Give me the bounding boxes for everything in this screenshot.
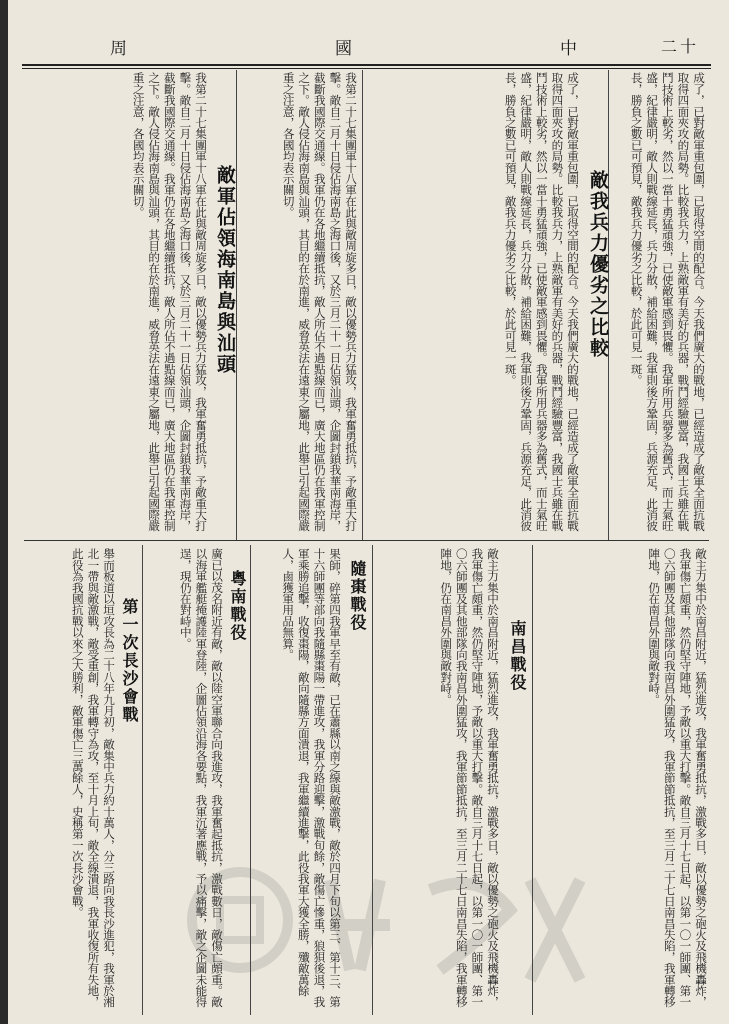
column-divider [250, 545, 251, 1015]
journal-title [110, 34, 579, 59]
title-char: 國 [335, 39, 354, 59]
article-body-continued: 成了，已對敵軍重包圍，已取得空間的配合。今天我們廣大的戰地，已經造成了敵軍全面抗戰取得四面夾攻的局勢。比較我兵力，上熟敵軍有美好的兵器，戰鬥經驗豐富，我國士兵雖在戰鬥技術上較劣，然以一當十勇猛頑強，已使敵軍感到畏懼。我軍所用兵器多為舊式，而士氣旺盛，紀律嚴明，敵人則戰線延長，兵力分散，補給困難，我軍則後方鞏固，兵源充足，此消彼長，勝負之數已可預見，敵我兵力優劣之比較，於此可見一斑。 [503, 72, 580, 532]
article-heading: 敵軍佔領海南島與汕頭 [214, 165, 236, 375]
article-body: 廣已以茂名附近有敵，敵以陸空軍聯合向我進攻，我軍奮起抵抗，激戰數日，敵傷亡頗重。敵以海軍艦艇掩護陸軍登陸，企圖佔領沿海各要點，我軍沉著應戰，予以痛擊，敵之企圖未能得逞，現仍在對峙中。 [178, 548, 224, 1008]
column-divider [142, 545, 143, 1015]
article-body: 成了，已對敵軍重包圍，已取得空間的配合。今天我們廣大的戰地，已經造成了敵軍全面抗戰取得四面夾攻的局勢。比較我兵力，上熟敵軍有美好的兵器，戰鬥經驗豐富，我國士兵雖在戰鬥技術上較劣，然以一當十勇猛頑強，已使敵軍感到畏懼。我軍所用兵器多為舊式，而士氣旺盛，紀律嚴明，敵人則戰線延長，兵力分散，補給困難，我軍則後方鞏固，兵源充足，此消彼長，勝負之數已可預見，敵我兵力優劣之比較，於此可見一斑。 [629, 72, 706, 532]
header-rule [22, 64, 711, 69]
page-number: 二十 [660, 37, 699, 56]
scan-edge [0, 0, 8, 1024]
article-heading: 隨棗戰役 [348, 560, 367, 632]
section-rule [24, 540, 709, 541]
article-body-continued: 我第二十七集團軍十八軍在此與敵周旋多日，敵以優勢兵力猛攻，我軍奮勇抵抗，予敵重大打擊。敵自二月十日侵佔海南島之海口後，又於三月二十一日佔領汕頭，企圖封鎖我華南海岸，截斷我國際交通線。我軍仍在各地繼續抵抗，敵人所佔不過點線而已，廣大地區仍在我軍控制之下。敵人侵佔海南島與汕頭，其目的在於南進，威脅英法在遠東之屬地，此舉已引起國際嚴重之注意，各國均表示關切。 [131, 72, 208, 532]
title-char: 中 [560, 39, 579, 59]
title-char: 周 [110, 39, 129, 59]
article-heading: 第一次長沙會戰 [120, 598, 139, 724]
article-heading: 敵我兵力優劣之比較 [587, 170, 609, 359]
article-body: 果師，碎第四我軍早至有敵，已在蕭縣以南之線與敵激戰，敵於四月下旬以第三、第十三、第十六師團等部向我隨縣棗陽一帶進攻，我軍分路迎擊，激戰旬餘，敵傷亡慘重，狼狽後退，我軍乘勝追擊，收復棗陽，敵向隨縣方面潰退，我軍繼續進擊，此役我軍大獲全勝，殲敵萬餘人，鹵獲軍用品無算。 [281, 548, 342, 1008]
column-divider [372, 545, 373, 1015]
article-heading: 南昌戰役 [508, 620, 527, 692]
article-body: 敵主力集中於南昌附近，猛烈進攻，我軍奮勇抵抗，激戰多日，敵以優勢之砲火及飛機轟炸，我軍傷亡頗重，然仍堅守陣地，予敵以重大打擊。敵自三月十七日起，以第一〇一師團、第一〇六師團及其他部隊向我南昌外圍猛攻，我軍節節抵抗，至三月二十七日南昌失陷，我軍轉移陣地，仍在南昌外圍與敵對峙。 [647, 548, 708, 1008]
column-divider [362, 70, 363, 540]
article-heading: 粵南戰役 [228, 570, 247, 642]
article-body: 我第二十七集團軍十八軍在此與敵周旋多日，敵以優勢兵力猛攻，我軍奮勇抵抗，予敵重大打擊。敵自二月十日侵佔海南島之海口後，又於三月二十一日佔領汕頭，企圖封鎖我華南海岸，截斷我國際交通線。我軍仍在各地繼續抵抗，敵人所佔不過點線而已，廣大地區仍在我軍控制之下。敵人侵佔海南島與汕頭，其目的在於南進，威脅英法在遠東之屬地，此舉已引起國際嚴重之注意，各國均表示關切。 [281, 72, 358, 532]
article-body: 舉而板道以垣攻長為二十八年九月初，敵集中兵力約十萬人，分三路向我長沙進犯，我軍於湘北一帶與敵激戰，敵受重創，我軍轉守為攻，至十月上旬，敵全線潰退，我軍收復所有失地，此役為我國抗戰以來之大勝利，敵軍傷亡三萬餘人，史稱第一次長沙會戰。 [70, 548, 116, 1008]
column-divider [532, 545, 533, 1015]
article-body-continued: 敵主力集中於南昌附近，猛烈進攻，我軍奮勇抵抗，激戰多日，敵以優勢之砲火及飛機轟炸，我軍傷亡頗重，然仍堅守陣地，予敵以重大打擊。敵自三月十七日起，以第一〇一師團、第一〇六師團及其他部隊向我南昌外圍猛攻，我軍節節抵抗，至三月二十七日南昌失陷，我軍轉移陣地，仍在南昌外圍與敵對峙。 [439, 548, 500, 1008]
page-header [20, 34, 709, 64]
